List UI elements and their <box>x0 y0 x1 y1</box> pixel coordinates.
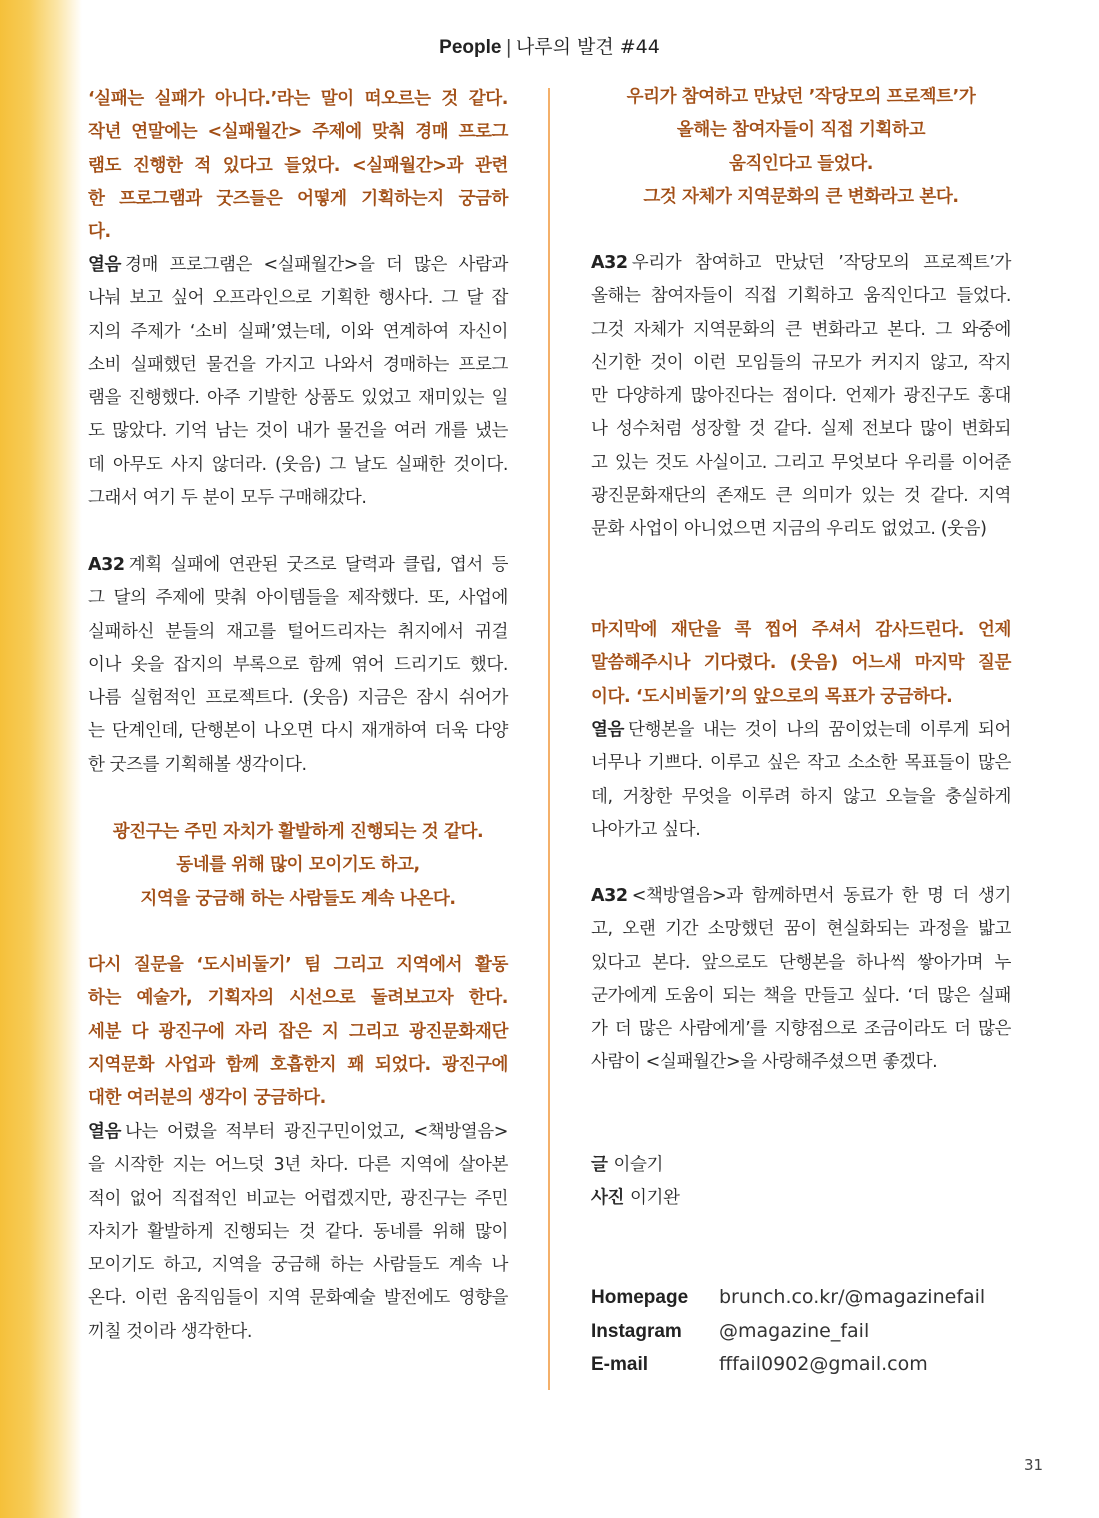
page-number: 31 <box>1024 1456 1044 1474</box>
line-text: 나는 어렸을 적부터 광진구민이었고, <책방열음> <box>125 1122 508 1142</box>
line-text: 문화 사업이 아니었으면 지금의 우리도 없었고. (웃음) <box>591 519 987 540</box>
line-text: 도 많았다. 기억 남는 것이 내가 물건을 여러 개를 냈는 <box>88 421 508 442</box>
text-line <box>88 1316 508 1349</box>
line-text: 군가에게 도움이 되는 책을 만들고 싶다. ‘더 많은 실패 <box>591 985 1011 1006</box>
text-line <box>88 249 508 282</box>
text-line <box>88 649 508 682</box>
text-line <box>88 1082 508 1115</box>
pull-quote <box>591 81 1011 214</box>
interview-answer <box>591 714 1011 847</box>
line-text: 이다. ‘도시비둘기’의 앞으로의 목표가 궁금하다. <box>591 686 953 707</box>
header-separator: | <box>505 36 512 58</box>
text-line <box>591 347 1011 380</box>
photo-label: 사진 <box>591 1188 625 1209</box>
text-line <box>591 148 1011 181</box>
line-text: 움직인다고 들었다. <box>729 153 873 174</box>
line-text: 대한 여러분의 생각이 궁금하다. <box>88 1088 326 1109</box>
interview-question <box>88 949 508 1115</box>
text-line <box>591 781 1011 814</box>
speaker-label: A32 <box>88 555 125 575</box>
text-line <box>591 114 1011 147</box>
line-text: 한 굿즈를 기획해볼 생각이다. <box>88 754 307 775</box>
text-line <box>591 681 1011 714</box>
interview-answer <box>88 249 508 515</box>
text-line <box>88 849 508 882</box>
text-line <box>88 1183 508 1216</box>
line-text: 나 성수처럼 성장할 것 같다. 실제 전보다 많이 변화되 <box>591 419 1011 440</box>
text-line <box>591 913 1011 946</box>
speaker-label: A32 <box>591 253 628 273</box>
text-line <box>591 1046 1011 1079</box>
text-line <box>591 380 1011 413</box>
line-text: 데 아무도 사지 않더라. (웃음) 그 날도 실패한 것이다. <box>88 454 508 475</box>
instagram-link[interactable]: @magazine_fail <box>719 1319 870 1342</box>
text-line <box>591 247 1011 280</box>
text-line <box>591 647 1011 680</box>
text-line <box>88 1016 508 1049</box>
text-line <box>591 814 1011 847</box>
text-line <box>88 682 508 715</box>
line-text: 나눠 보고 싶어 오프라인으로 기획한 행사다. 그 달 잡 <box>88 288 508 309</box>
line-text: 있다고 본다. 앞으로도 단행본을 하나씩 쌓아가며 누 <box>591 952 1011 973</box>
contact-homepage: Homepage brunch.co.kr/@magazinefail <box>591 1286 986 1308</box>
text-line <box>88 415 508 448</box>
text-line <box>88 582 508 615</box>
text-line <box>88 150 508 183</box>
speaker-label: A32 <box>591 886 628 906</box>
line-text: 올해는 참여자들이 직접 기획하고 <box>676 120 926 141</box>
line-text: 경매 프로그램은 <실패월간>을 더 많은 사람과 <box>125 255 508 275</box>
line-text: 고 있는 것도 사실이고. 그리고 무엇보다 우리를 이어준 <box>591 452 1011 473</box>
line-text: 이나 옷을 잡지의 부록으로 함께 엮어 드리기도 했다. <box>88 654 508 675</box>
text-line <box>88 1249 508 1282</box>
line-text: 동네를 위해 많이 모이기도 하고, <box>176 855 420 876</box>
text-line <box>591 614 1011 647</box>
text-line <box>88 382 508 415</box>
text-line <box>88 816 508 849</box>
text-line <box>88 549 508 582</box>
column-divider <box>548 88 550 1390</box>
line-text: 광진문화재단의 존재도 큰 의미가 있는 것 같다. 지역 <box>591 486 1011 507</box>
text-line <box>591 714 1011 747</box>
page-header <box>0 32 1099 59</box>
text-line <box>591 81 1011 114</box>
interview-question <box>88 83 508 249</box>
line-text: 세분 다 광진구에 자리 잡은 지 그리고 광진문화재단 <box>88 1021 508 1042</box>
line-text: 지역을 궁금해 하는 사람들도 계속 나온다. <box>140 888 456 909</box>
line-text: 지역문화 사업과 함께 호흡한지 꽤 되었다. 광진구에 <box>88 1054 508 1075</box>
text-line <box>591 1013 1011 1046</box>
line-text: 그것 자체가 지역문화의 큰 변화라고 본다. <box>643 186 959 207</box>
series-title: 나루의 발견 #44 <box>515 36 660 58</box>
line-text: 실패하신 분들의 재고를 털어드리자는 취지에서 귀걸 <box>88 621 508 642</box>
line-text: 온다. 이런 움직임들이 지역 문화예술 발전에도 영향을 <box>88 1288 508 1309</box>
text-line <box>591 947 1011 980</box>
text-line <box>88 949 508 982</box>
line-text: ‘실패는 실패가 아니다.’라는 말이 떠오르는 것 같다. <box>88 89 508 109</box>
text-line <box>88 349 508 382</box>
interview-answer <box>591 247 1011 547</box>
text-line <box>88 116 508 149</box>
pull-quote <box>88 816 508 916</box>
line-text: 계획 실패에 연관된 굿즈로 달력과 클립, 엽서 등 <box>128 555 508 575</box>
line-text: 신기한 것이 이런 모임들의 규모가 커지지 않고, 작지 <box>591 352 1011 373</box>
text-line <box>591 280 1011 313</box>
text-line <box>591 447 1011 480</box>
line-text: 사람이 <실패월간>을 사랑해주셨으면 좋겠다. <box>591 1052 938 1073</box>
writer-label: 글 <box>591 1155 608 1175</box>
line-text: 우리가 참여하고 만났던 ’작당모의 프로젝트’가 <box>626 87 976 107</box>
credits <box>591 1149 1011 1216</box>
contact-email: E-mail fffail0902@gmail.com <box>591 1353 928 1375</box>
line-text: 적이 없어 직접적인 비교는 어렵겠지만, 광진구는 주민 <box>88 1188 508 1209</box>
text-line <box>88 83 508 116</box>
speaker-label: 열음 <box>88 1122 122 1142</box>
line-text: 올해는 참여자들이 직접 기획하고 움직인다고 들었다. <box>591 286 1011 307</box>
interview-answer <box>88 1116 508 1349</box>
line-text: 그 달의 주제에 맞춰 아이템들을 제작했다. 또, 사업에 <box>88 588 508 609</box>
interview-answer <box>88 549 508 782</box>
writer-name: 이슬기 <box>613 1155 664 1175</box>
text-line <box>88 183 508 216</box>
text-line <box>591 181 1011 214</box>
speaker-label: 열음 <box>88 255 122 275</box>
line-text: 을 시작한 지는 어느덧 3년 차다. 다른 지역에 살아본 <box>88 1155 508 1176</box>
text-line <box>591 747 1011 780</box>
interview-question <box>591 614 1011 714</box>
line-text: 다. <box>88 222 111 243</box>
line-text: 작년 연말에는 <실패월간> 주제에 맞춰 경매 프로그 <box>88 122 508 143</box>
homepage-link[interactable]: brunch.co.kr/@magazinefail <box>719 1286 986 1308</box>
text-line <box>88 449 508 482</box>
line-text: 나름 실험적인 프로젝트다. (웃음) 지금은 잠시 쉬어가 <box>88 688 508 709</box>
line-text: 말씀해주시나 기다렸다. (웃음) 어느새 마지막 질문 <box>591 653 1011 674</box>
line-text: 만 다양하게 많아진다는 점이다. 언제가 광진구도 홍대 <box>591 386 1011 407</box>
line-text: 하는 예술가, 기획자의 시선으로 돌려보고자 한다. <box>88 988 508 1009</box>
decorative-edge-gradient <box>0 0 82 1518</box>
line-text: 지의 주제가 ‘소비 실패’였는데, 이와 연계하여 자신이 <box>88 321 508 342</box>
text-line <box>88 1149 508 1182</box>
text-line <box>591 513 1011 546</box>
line-text: 그것 자체가 지역문화의 큰 변화라고 본다. 그 와중에 <box>591 319 1011 340</box>
line-text: 너무나 기쁘다. 이루고 싶은 작고 소소한 목표들이 많은 <box>591 753 1011 774</box>
line-text: 그래서 여기 두 분이 모두 구매해갔다. <box>88 488 367 509</box>
text-line <box>88 749 508 782</box>
text-line <box>591 980 1011 1013</box>
line-text: 모이기도 하고, 지역을 궁금해 하는 사람들도 계속 나 <box>88 1255 508 1276</box>
text-line <box>88 216 508 249</box>
text-line <box>88 616 508 649</box>
line-text: 나아가고 싶다. <box>591 819 701 840</box>
text-line <box>88 1216 508 1249</box>
line-text: 고, 오랜 기간 소망했던 꿈이 현실화되는 과정을 밟고 <box>591 919 1011 940</box>
line-text: 데, 거창한 무엇을 이루려 하지 않고 오늘을 충실하게 <box>591 786 1011 807</box>
text-line <box>88 1282 508 1315</box>
speaker-label: 열음 <box>591 720 625 740</box>
line-text: 다시 질문을 ‘도시비둘기’ 팀 그리고 지역에서 활동 <box>88 955 508 975</box>
text-line <box>591 480 1011 513</box>
text-line <box>88 1116 508 1149</box>
text-line <box>88 282 508 315</box>
text-line <box>591 880 1011 913</box>
line-text: 광진구는 주민 자치가 활발하게 진행되는 것 같다. <box>112 822 484 842</box>
line-text: 는 단계인데, 단행본이 나오면 다시 재개하여 더욱 다양 <box>88 721 508 742</box>
text-line <box>88 715 508 748</box>
line-text: 가 더 많은 사람에게’를 지향점으로 조금이라도 더 많은 <box>591 1019 1011 1040</box>
photographer-name: 이기완 <box>630 1188 680 1209</box>
text-line <box>88 883 508 916</box>
line-text: 램을 진행했다. 아주 기발한 상품도 있었고 재미있는 일 <box>88 388 508 409</box>
line-text: 끼칠 것이라 생각한다. <box>88 1321 253 1342</box>
line-text: 램도 진행한 적 있다고 들었다. <실패월간>과 관련 <box>88 155 508 176</box>
text-line <box>591 314 1011 347</box>
line-text: 자치가 활발하게 진행되는 것 같다. 동네를 위해 많이 <box>88 1221 508 1242</box>
text-line <box>88 316 508 349</box>
text-line <box>88 482 508 515</box>
text-line <box>591 413 1011 446</box>
text-line <box>88 1049 508 1082</box>
line-text: 소비 실패했던 물건을 가지고 나와서 경매하는 프로그 <box>88 354 508 375</box>
contact-info <box>591 1281 1011 1382</box>
line-text: 마지막에 재단을 콕 찝어 주셔서 감사드린다. 언제 <box>591 620 1011 640</box>
section-title: People <box>439 37 502 58</box>
line-text: 우리가 참여하고 만났던 ’작당모의 프로젝트’가 <box>631 253 1011 273</box>
email-link[interactable]: fffail0902@gmail.com <box>719 1353 928 1375</box>
line-text: 단행본을 내는 것이 나의 꿈이었는데 이루게 되어 <box>628 720 1011 740</box>
text-line <box>88 982 508 1015</box>
contact-instagram: Instagram @magazine_fail <box>591 1319 870 1342</box>
line-text: <책방열음>과 함께하면서 동료가 한 명 더 생기 <box>631 886 1011 906</box>
interview-answer <box>591 880 1011 1080</box>
line-text: 한 프로그램과 굿즈들은 어떻게 기획하는지 궁금하 <box>88 188 508 209</box>
